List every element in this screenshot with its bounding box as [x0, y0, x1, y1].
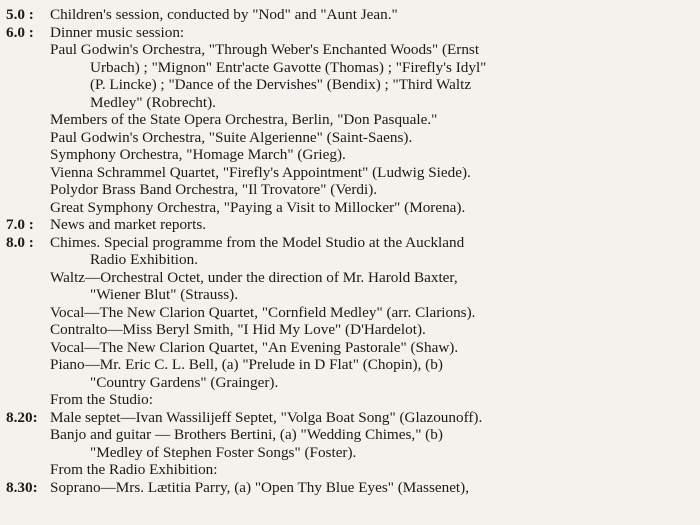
entry-line: Vocal—The New Clarion Quartet, "An Evening Pastorale" (Shaw).: [50, 338, 459, 356]
entry-line: From the Radio Exhibition:: [50, 461, 218, 478]
entry-time: 7.0 :: [6, 216, 34, 233]
entry-line: News and market reports.: [50, 216, 207, 233]
programme-entry: [6, 24, 692, 217]
entry-line: Polydor Brass Band Orchestra, "Il Trovatore" (Verdi).: [50, 181, 378, 198]
entry-line: Waltz—Orchestral Octet, under the direction of Mr. Harold Baxter,: [50, 268, 458, 286]
entry-line: Soprano—Mrs. Lætitia Parry, (a) "Open Thy Blue Eyes" (Massenet),: [50, 478, 470, 496]
entry-line: Piano—Mr. Eric C. L. Bell, (a) "Prelude in D Flat" (Chopin), (b): [50, 356, 443, 373]
entry-line: Great Symphony Orchestra, "Paying a Visit to Millocker" (Morena).: [50, 198, 466, 216]
entry-line: Medley" (Robrecht).: [90, 93, 216, 111]
entry-line: Contralto—Miss Beryl Smith, "I Hid My Love" (D'Hardelot).: [50, 321, 426, 338]
entry-line: Paul Godwin's Orchestra, "Suite Algerienne" (Saint-Saens).: [50, 128, 413, 146]
entry-line: Children's session, conducted by "Nod" and "Aunt Jean.": [50, 6, 398, 23]
entry-line: "Medley of Stephen Foster Songs" (Foster).: [90, 443, 357, 461]
entry-line: Vienna Schrammel Quartet, "Firefly's Appointment" (Ludwig Siede).: [50, 163, 471, 181]
entry-line: Male septet—Ivan Wassilijeff Septet, "Volga Boat Song" (Glazounoff).: [50, 408, 483, 426]
entry-body: [50, 24, 692, 217]
entry-line: Members of the State Opera Orchestra, Berlin, "Don Pasquale.": [50, 111, 438, 128]
programme-entry: [6, 216, 692, 234]
entry-time: 6.0 :: [6, 23, 34, 41]
programme-entry: [6, 479, 692, 497]
entry-line: Chimes. Special programme from the Model Studio at the Auckland: [50, 233, 465, 251]
entry-body: [50, 216, 692, 234]
entry-body: [50, 409, 692, 479]
programme-entry: [6, 409, 692, 479]
entry-line: Symphony Orchestra, "Homage March" (Grieg).: [50, 146, 346, 163]
entry-line: Radio Exhibition.: [90, 251, 198, 268]
entry-line: Banjo and guitar — Brothers Bertini, (a) "Wedding Chimes," (b): [50, 426, 443, 443]
entry-line: "Country Gardens" (Grainger).: [90, 373, 279, 391]
entry-time: 8.20:: [6, 408, 38, 426]
entry-time: 5.0 :: [6, 6, 34, 23]
entry-line: From the Studio:: [50, 391, 153, 408]
programme-entry: [6, 234, 692, 409]
entry-line: Vocal—The New Clarion Quartet, "Cornfield Medley" (arr. Clarions).: [50, 303, 476, 321]
entry-body: [50, 479, 692, 497]
entry-line: Urbach) ; "Mignon" Entr'acte Gavotte (Thomas) ; "Firefly's Idyl": [90, 58, 487, 76]
entry-line: Dinner music session:: [50, 23, 185, 41]
entry-line: Paul Godwin's Orchestra, "Through Weber's Enchanted Woods" (Ernst: [50, 41, 480, 58]
entry-line: "Wiener Blut" (Strauss).: [90, 286, 239, 303]
entry-body: [50, 6, 692, 24]
entry-time: 8.0 :: [6, 233, 34, 251]
programme-entry: [6, 6, 692, 24]
entry-body: [50, 234, 692, 409]
entry-time: 8.30:: [6, 478, 38, 496]
entry-line: (P. Lincke) ; "Dance of the Dervishes" (Bendix) ; "Third Waltz: [90, 76, 472, 93]
